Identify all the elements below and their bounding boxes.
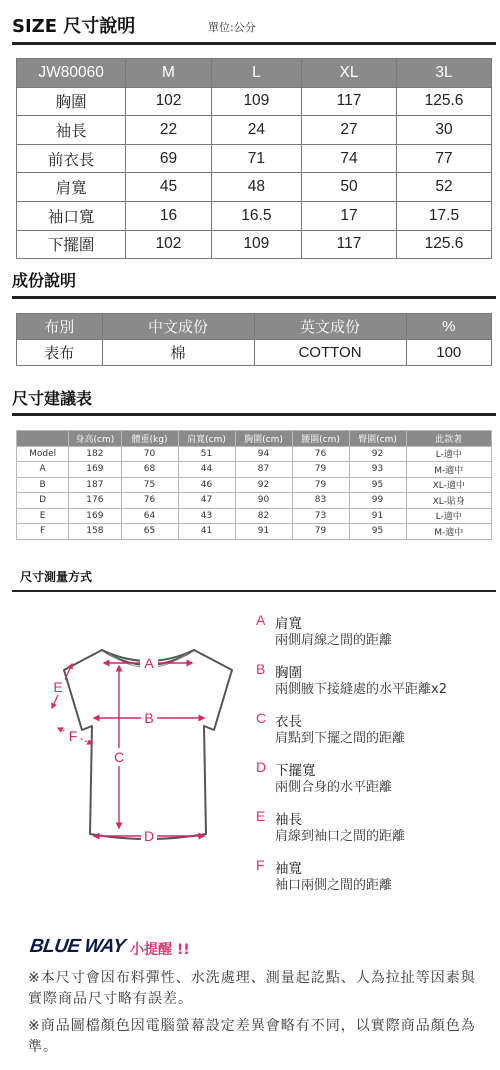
measure-section-rule (12, 590, 496, 592)
table-cell: F (17, 524, 69, 540)
recommend-section-title: 尺寸建議表 (12, 389, 93, 408)
legend-letter: D (256, 759, 267, 775)
table-cell: M-適中 (406, 524, 492, 540)
table-cell: L-適中 (406, 508, 492, 524)
table-cell: 182 (69, 446, 121, 462)
legend-desc: 兩側合身的水平距離 (275, 780, 393, 795)
legend-desc: 肩點到下擺之間的距離 (275, 731, 406, 746)
table-cell: L-適中 (406, 446, 492, 462)
table-cell: Model (17, 446, 69, 462)
list-item (256, 612, 496, 661)
size-table (16, 58, 492, 259)
material-table-header: % (406, 314, 492, 340)
legend-desc: 袖口兩側之間的距離 (275, 878, 393, 893)
measure-section-title: 尺寸測量方式 (20, 570, 93, 584)
recommend-section-rule (12, 413, 496, 416)
tshirt-outline (64, 650, 232, 839)
table-cell: 48 (211, 173, 301, 202)
notice-header (30, 936, 330, 962)
table-cell: 100 (406, 340, 492, 366)
size-section-title: SIZE 尺寸說明 (12, 16, 136, 37)
measure-section-header (12, 566, 496, 586)
size-table-header: M (126, 59, 212, 88)
table-cell: 47 (178, 493, 235, 509)
table-cell: 52 (397, 173, 492, 202)
table-row (17, 446, 492, 462)
list-item (256, 661, 496, 710)
material-table-header-row (17, 314, 492, 340)
table-cell: 91 (235, 524, 292, 540)
table-cell: XL-貼身 (406, 493, 492, 509)
material-section-rule (12, 296, 496, 299)
size-section-rule (12, 42, 496, 45)
size-section-header (12, 10, 496, 40)
table-row (17, 116, 492, 145)
notice-line-1: ※本尺寸會因布料彈性、水洗處理、測量起訖點、人為拉扯等因素與實際商品尺寸略有誤差。 (28, 970, 476, 1007)
legend-letter: A (256, 612, 266, 628)
table-cell: 表布 (17, 340, 103, 366)
legend-name: 肩寬 (275, 616, 302, 632)
table-cell: 75 (121, 477, 178, 493)
table-cell: 65 (121, 524, 178, 540)
size-table-header: L (211, 59, 301, 88)
table-cell: 176 (69, 493, 121, 509)
table-cell: 158 (69, 524, 121, 540)
legend-desc: 肩線到袖口之間的距離 (275, 829, 406, 844)
table-cell: E (17, 508, 69, 524)
legend-letter: C (256, 710, 267, 726)
table-cell: 70 (121, 446, 178, 462)
table-cell: 90 (235, 493, 292, 509)
legend-letter: F (256, 857, 265, 873)
table-cell: 125.6 (397, 87, 492, 116)
diagram-label-e: E (53, 679, 63, 695)
table-cell: 肩寬 (17, 173, 126, 202)
table-cell: 125.6 (397, 230, 492, 259)
table-cell: 109 (211, 230, 301, 259)
table-cell: M-適中 (406, 462, 492, 478)
table-cell: 前衣長 (17, 144, 126, 173)
table-cell: 64 (121, 508, 178, 524)
table-cell: 82 (235, 508, 292, 524)
table-cell: 79 (292, 477, 349, 493)
table-cell: 46 (178, 477, 235, 493)
table-cell: 30 (397, 116, 492, 145)
list-item (256, 857, 496, 906)
table-cell: XL-適中 (406, 477, 492, 493)
table-cell: 169 (69, 508, 121, 524)
table-cell: 棉 (102, 340, 254, 366)
table-row (17, 462, 492, 478)
table-cell: 87 (235, 462, 292, 478)
recommend-table-header: 臀圍(cm) (349, 431, 406, 447)
table-cell: 27 (302, 116, 397, 145)
table-row (17, 524, 492, 540)
table-row (17, 201, 492, 230)
material-table (16, 313, 492, 366)
legend-name: 袖寬 (275, 861, 302, 877)
tshirt-diagram (28, 620, 250, 860)
recommend-table (16, 430, 492, 540)
table-cell: 91 (349, 508, 406, 524)
table-cell: 74 (302, 144, 397, 173)
legend-name: 胸圍 (275, 665, 302, 681)
notice-label: 小提醒 !! (130, 942, 190, 958)
table-cell: 16.5 (211, 201, 301, 230)
table-cell: 22 (126, 116, 212, 145)
list-item (256, 808, 496, 857)
table-cell: B (17, 477, 69, 493)
recommend-table-header-row (17, 431, 492, 447)
recommend-table-header: 此款著 (406, 431, 492, 447)
table-cell: 117 (302, 230, 397, 259)
measure-legend (256, 612, 496, 906)
recommend-section-header (12, 384, 496, 410)
legend-letter: E (256, 808, 266, 824)
table-cell: 99 (349, 493, 406, 509)
table-row (17, 477, 492, 493)
material-table-header: 中文成份 (102, 314, 254, 340)
recommend-table-header: 體重(kg) (121, 431, 178, 447)
table-cell: 79 (292, 462, 349, 478)
table-cell: COTTON (254, 340, 406, 366)
table-cell: 73 (292, 508, 349, 524)
recommend-table-header: 肩寬(cm) (178, 431, 235, 447)
table-cell: A (17, 462, 69, 478)
table-cell: 71 (211, 144, 301, 173)
table-cell: 92 (349, 446, 406, 462)
table-cell: 94 (235, 446, 292, 462)
table-cell: 109 (211, 87, 301, 116)
table-row (17, 493, 492, 509)
table-cell: 胸圍 (17, 87, 126, 116)
size-table-header: 3L (397, 59, 492, 88)
notice-line-2: ※商品圖檔顏色因電腦螢幕設定差異會略有不同，以實際商品顏色為準。 (28, 1018, 476, 1055)
list-item (256, 710, 496, 759)
table-cell: 51 (178, 446, 235, 462)
material-section-title: 成份說明 (12, 271, 77, 290)
table-cell: 95 (349, 524, 406, 540)
table-cell: 袖長 (17, 116, 126, 145)
table-cell: 117 (302, 87, 397, 116)
table-cell: 16 (126, 201, 212, 230)
table-cell: D (17, 493, 69, 509)
diagram-label-a: A (144, 655, 154, 671)
material-section-header (12, 266, 496, 290)
table-cell: 50 (302, 173, 397, 202)
legend-name: 衣長 (275, 714, 302, 730)
table-cell: 83 (292, 493, 349, 509)
table-row (17, 173, 492, 202)
table-cell: 79 (292, 524, 349, 540)
table-row (17, 87, 492, 116)
legend-letter: B (256, 661, 266, 677)
table-cell: 17 (302, 201, 397, 230)
legend-desc: 兩側腋下接縫處的水平距離x2 (275, 682, 447, 697)
recommend-table-header: 腰圍(cm) (292, 431, 349, 447)
table-cell: 44 (178, 462, 235, 478)
table-cell: 68 (121, 462, 178, 478)
diagram-label-c: C (113, 749, 125, 765)
table-row (17, 230, 492, 259)
diagram-label-d: D (143, 828, 155, 844)
table-cell: 95 (349, 477, 406, 493)
size-table-header: JW80060 (17, 59, 126, 88)
legend-desc: 兩側肩線之間的距離 (275, 633, 393, 648)
table-cell: 187 (69, 477, 121, 493)
size-table-header-row (17, 59, 492, 88)
material-table-header: 布別 (17, 314, 103, 340)
table-row (17, 508, 492, 524)
size-table-header: XL (302, 59, 397, 88)
material-table-header: 英文成份 (254, 314, 406, 340)
table-cell: 69 (126, 144, 212, 173)
table-cell: 45 (126, 173, 212, 202)
unit-label: 單位:公分 (208, 21, 256, 34)
legend-name: 袖長 (275, 812, 302, 828)
brand-logo: BLUE WAY (28, 936, 127, 957)
table-cell: 袖口寬 (17, 201, 126, 230)
table-cell: 41 (178, 524, 235, 540)
diagram-label-b: B (144, 710, 154, 726)
table-cell: 77 (397, 144, 492, 173)
recommend-table-header: 身高(cm) (69, 431, 121, 447)
table-cell: 92 (235, 477, 292, 493)
table-cell: 17.5 (397, 201, 492, 230)
recommend-table-header (17, 431, 69, 447)
table-cell: 93 (349, 462, 406, 478)
diagram-label-f: F (68, 728, 78, 744)
table-cell: 24 (211, 116, 301, 145)
table-cell: 169 (69, 462, 121, 478)
legend-name: 下擺寬 (275, 763, 316, 779)
table-cell: 76 (292, 446, 349, 462)
table-cell: 下擺圍 (17, 230, 126, 259)
table-cell: 43 (178, 508, 235, 524)
table-row (17, 340, 492, 366)
table-cell: 102 (126, 87, 212, 116)
list-item (256, 759, 496, 808)
table-cell: 102 (126, 230, 212, 259)
recommend-table-header: 胸圍(cm) (235, 431, 292, 447)
table-row (17, 144, 492, 173)
table-cell: 76 (121, 493, 178, 509)
